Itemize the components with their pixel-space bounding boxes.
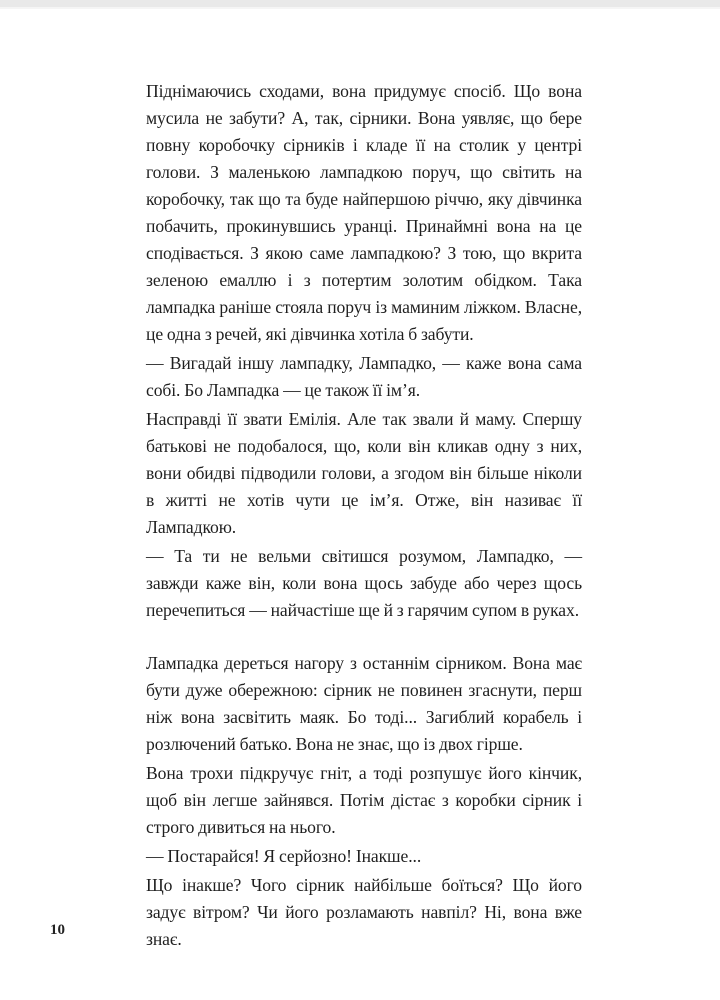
paragraph-dialogue: — Постарайся! Я серйозно! Інакше... — [146, 846, 422, 866]
paragraph: Лампадка дереться нагору з останнім сірником. Вона має бути дуже обережною: сірник не повинен згаснути, перш ніж вона засвітить маяк. Бо тоді... Загиблий корабель і розлючений батько. Вона не знає, що із двох гірше. — [146, 653, 582, 754]
section-two — [146, 650, 582, 953]
top-edge-bar — [0, 0, 720, 7]
paragraph-dialogue: — Та ти не вельми світишся розумом, Лампадко, — завжди каже він, коли вона щось забуде або через щось перечепиться — найчастіше ще й з гарячим супом в руках. — [146, 546, 582, 620]
paragraph-dialogue: — Вигадай іншу лампадку, Лампадко, — каже вона сама собі. Бо Лампадка — це також її ім’я. — [146, 353, 582, 400]
paragraph: Насправді її звати Емілія. Але так звали й маму. Спершу батькові не подобалося, що, коли він кликав одну з них, вони обидві підводили голови, а згодом він більше ніколи в житті не хотів чути це ім’я. Отже, він називає її Лампадкою. — [146, 409, 582, 537]
paragraph: Піднімаючись сходами, вона придумує спосіб. Що вона мусила не забути? А, так, сірники. Вона уявляє, що бере повну коробочку сірників і кладе її на столик у центрі голови. З маленькою лампадкою поруч, що світить на коробочку, так що та буде найпершою річчю, яку дівчинка побачить, прокинувшись уранці. Принаймні вона на це сподівається. З якою саме лампадкою? З тою, що вкрита зеленою емаллю і з потертим золотим обідком. Така лампадка раніше стояла поруч із маминим ліжком. Власне, це одна з речей, які дівчинка хотіла б забути. — [146, 81, 582, 344]
section-one — [146, 78, 582, 624]
paragraph: Вона трохи підкручує гніт, а тоді розпушує його кінчик, щоб він легше зайнявся. Потім дістає з коробки сірник і строго дивиться на нього. — [146, 763, 582, 837]
top-edge-shadow — [0, 7, 720, 9]
page-number: 10 — [50, 922, 65, 938]
page-body — [146, 78, 582, 953]
section-break — [146, 624, 582, 650]
paragraph: Що інакше? Чого сірник найбільше боїться? Що його задує вітром? Чи його розламають навпіл? Ні, вона вже знає. — [146, 875, 582, 949]
